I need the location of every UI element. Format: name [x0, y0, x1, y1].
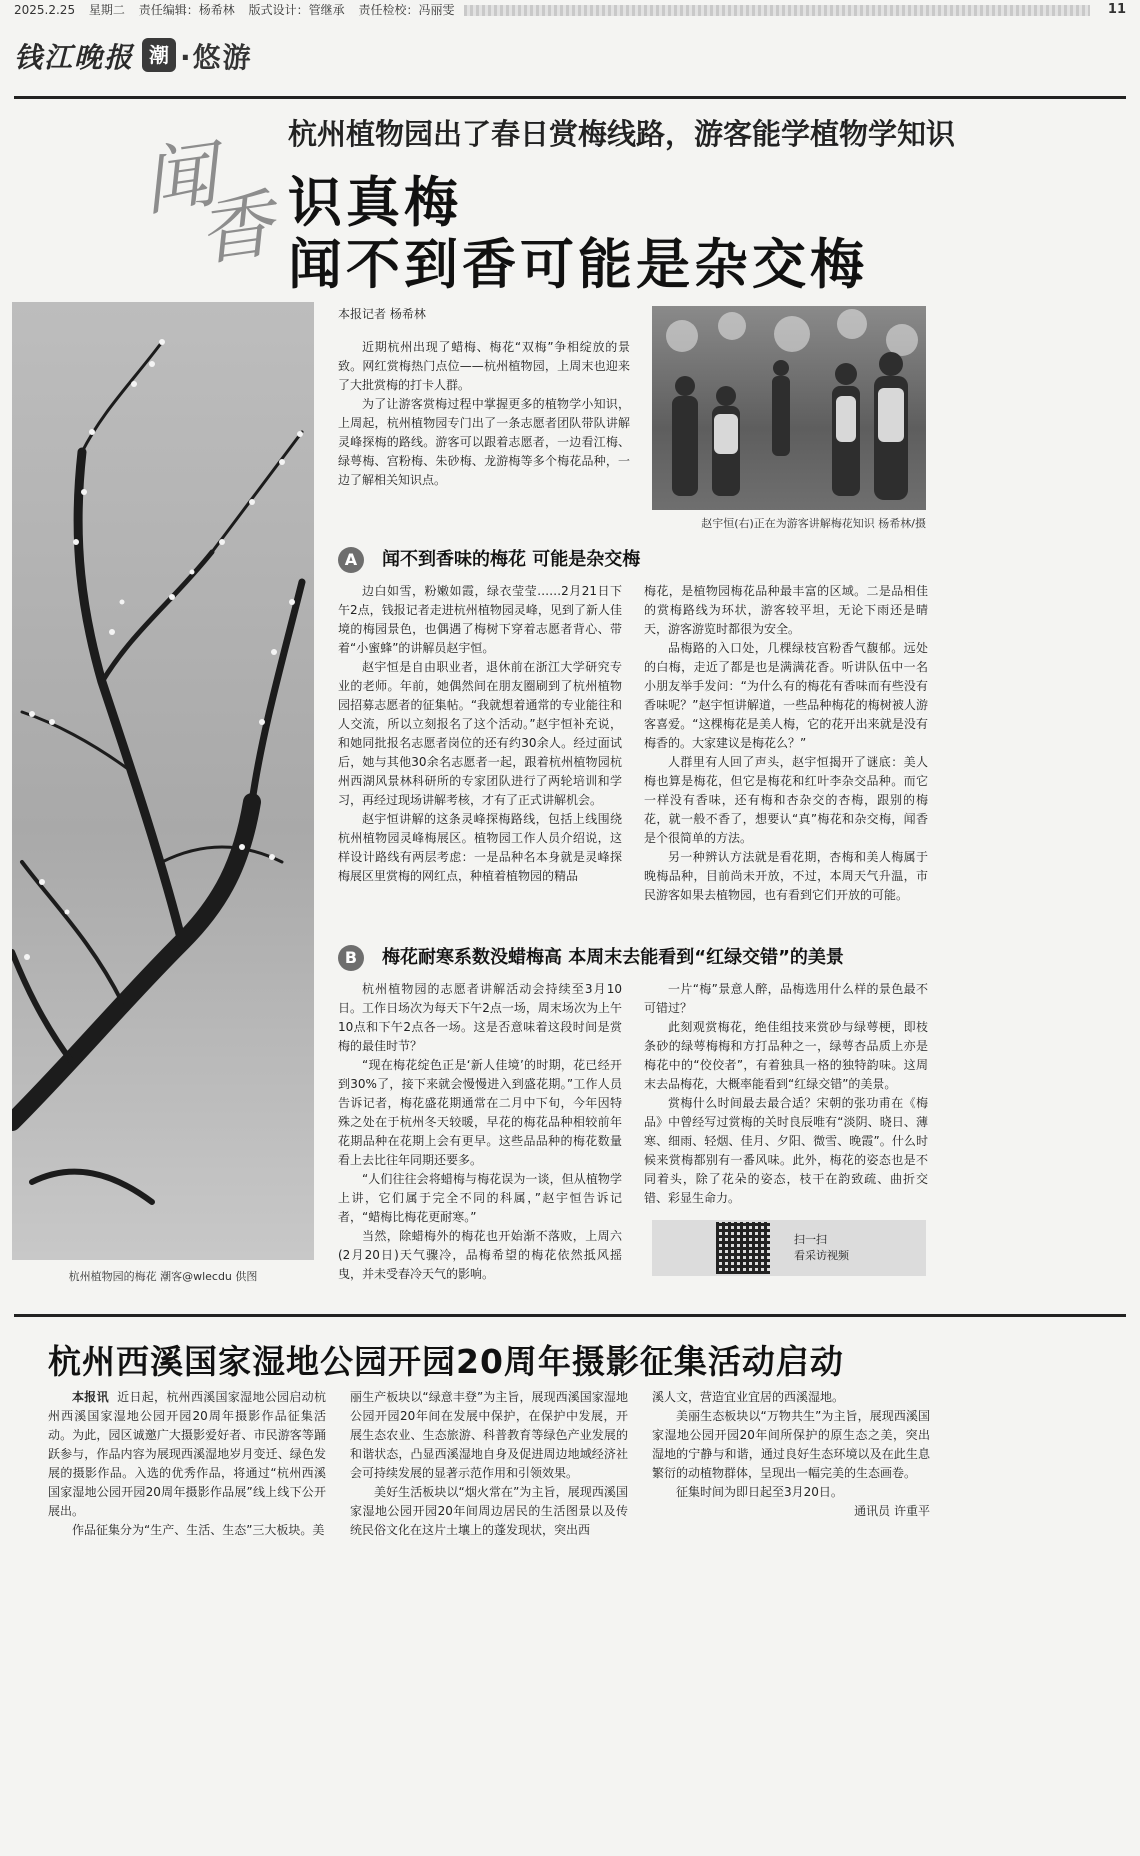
header-decorative-band [464, 5, 1090, 16]
qr-caption-line2: 看采访视频 [794, 1249, 849, 1262]
section-b-column-2 [644, 980, 928, 1208]
paragraph: 边白如雪，粉嫩如霞，绿衣莹莹……2月21日下午2点，钱报记者走进杭州植物园灵峰，见到了新人佳境的梅园景色，也偶遇了梅树下穿着志愿者背心、带着“小蜜蜂”的讲解员赵宇恒。 [338, 584, 622, 655]
main-headline-line1: 识真梅 [288, 171, 462, 234]
paper-logo: 钱江晚报 [14, 41, 135, 74]
bottom-column-2 [350, 1388, 628, 1540]
qr-caption [794, 1232, 849, 1264]
right-photo-caption: 赵宇恒(右)正在为游客讲解梅花知识 杨希林/摄 [701, 517, 926, 530]
paragraph: 品梅路的入口处，几棵绿枝宫粉香气馥郁。远处的白梅，走近了都是也是满满花香。听讲队伍中一名小朋友举手发问：“为什么有的梅花有香味而有些没有香味呢？”赵宇恒讲解道，一些品种梅花的梅树被人游客喜爱。“这棵梅花是美人梅，它的花开出来就是没有梅香的。大家建议是梅花么？” [644, 641, 928, 750]
paragraph: “现在梅花绽色正是‘新人佳境’的时期，花已经开到30%了，接下来就会慢慢进入到盛花期。”工作人员告诉记者，梅花盛花期通常在二月中下旬，今年因特殊之处在于杭州冬天较暖，早花的梅花品种相较前年花期品种在花期上会有更早。这些品品种的梅花数量看上去比往年同期还要多。 [338, 1058, 622, 1167]
paragraph: 美丽生态板块以“万物共生”为主旨，展现西溪国家湿地公园开园20年间所保护的原生态之美，突出湿地的宁静与和谐，通过良好生态环境以及在此生息繁衍的动植物群体，呈现出一幅完美的生态画卷。 [652, 1409, 930, 1480]
paragraph: 丽生产板块以“绿意丰登”为主旨，展现西溪国家湿地公园开园20年间在发展中保护，在保护中发展，开展生态农业、生态旅游、科普教育等绿色产业发展的和谐状态，凸显西溪湿地自身及促进周边地域经济社会可持续发展的显著示范作用和引领效果。 [350, 1390, 628, 1480]
section-a-badge: A [338, 547, 364, 573]
guide-group-photo [652, 306, 926, 510]
header-checker: 责任检校：冯丽雯 [358, 3, 455, 17]
intro-paragraph: 近期杭州出现了蜡梅、梅花“双梅”争相绽放的景致。网红赏梅热门点位——杭州植物园，上周末也迎来了大批赏梅的打卡人群。 [338, 340, 630, 392]
paragraph: 杭州植物园的志愿者讲解活动会持续至3月10日。工作日场次为每天下午2点一场，周末场次为上午10点和下午2点各一场。这是否意味着这段时间是赏梅的最佳时节？ [338, 982, 622, 1053]
video-qr-box[interactable] [652, 1220, 926, 1276]
art-character-wen: 闻 [137, 131, 223, 227]
bottom-column-1 [48, 1388, 326, 1540]
paragraph: 赵宇恒讲解的这条灵峰探梅路线，包括上线围绕杭州植物园灵峰梅展区。植物园工作人员介绍说，这样设计路线有两层考虑：一是品种名本身就是灵峰探梅展区里赏梅的网红点，种植着植物园的精品 [338, 812, 622, 883]
qr-caption-line1: 扫一扫 [794, 1233, 827, 1246]
bottom-column-3 [652, 1388, 930, 1521]
byline: 本报记者 杨希林 [338, 307, 426, 321]
main-headline-line2: 闻不到香可能是杂交梅 [288, 233, 868, 296]
section-b-column-1 [338, 980, 622, 1284]
paragraph: 赵宇恒是自由职业者，退休前在浙江大学研究专业的老师。年前，她偶然间在朋友圈刷到了杭州植物园招募志愿者的征集帖。“我就想着通常的专业能往和人交流，所以立刻报名了这个活动。”赵宇恒补充说，和她同批报名志愿者岗位的还有约30余人。经过面试后，她与其他30余名志愿者一起，跟着杭州植物园杭州西湖风景林科研所的专家团队进行了两轮培训和学习，再经过现场讲解考核，才有了正式讲解机会。 [338, 660, 622, 807]
article-signature: 通讯员 许重平 [854, 1504, 930, 1518]
section-a-heading [338, 545, 640, 573]
plum-branch-illustration [12, 302, 314, 1260]
intro-paragraph: 为了让游客赏梅过程中掌握更多的植物学小知识，上周起，杭州植物园专门出了一条志愿者团队带队讲解灵峰探梅的路线。游客可以跟着志愿者，一边看江梅、绿萼梅、宫粉梅、朱砂梅、龙游梅等多个梅花品种，一边了解相关知识点。 [338, 397, 630, 487]
section-name: ·悠游 [180, 41, 253, 74]
section-b-title: 梅花耐寒系数没蜡梅高 本周末去能看到“红绿交错”的美景 [382, 947, 844, 968]
kicker-headline: 杭州植物园出了春日赏梅线路，游客能学植物学知识 [288, 117, 956, 151]
plum-blossom-photo [12, 302, 314, 1260]
masthead [14, 30, 614, 76]
header-date: 2025.2.25 [14, 3, 76, 17]
paragraph: 另一种辨认方法就是看花期，杏梅和美人梅属于晚梅品种，目前尚未开放，不过，本周天气升温，市民游客如果去植物园，也有看到它们开放的可能。 [644, 850, 928, 902]
paragraph: 梅花，是植物园梅花品种最丰富的区域。二是品相佳的赏梅路线为环状，游客较平坦，无论下雨还是晴天，游客游览时都很为安全。 [644, 584, 928, 636]
article-lead: 本报讯 [72, 1390, 109, 1404]
paragraph: 美好生活板块以“烟火常在”为主旨，展现西溪国家湿地公园开园20年间周边居民的生活图景以及传统民俗文化在这片土壤上的蓬发现状，突出西 [350, 1485, 628, 1537]
section-a-column-2 [644, 582, 928, 905]
paragraph: 一片“梅”景意人醉，品梅选用什么样的景色最不可错过？ [644, 982, 928, 1015]
section-b-badge: B [338, 945, 364, 971]
paragraph: 征集时间为即日起至3月20日。 [676, 1485, 843, 1499]
qr-code-icon[interactable] [716, 1222, 770, 1274]
top-divider [14, 96, 1126, 99]
paragraph: 赏梅什么时间最去最合适？宋朝的张功甫在《梅品》中曾经写过赏梅的关时良辰唯有“淡阴、晓日、薄寒、细雨、轻烟、佳月、夕阳、微雪、晚霞”。什么时候来赏梅都别有一番风味。此外，梅花的姿态也是不同着头，除了花朵的姿态，枝干在韵致疏、曲折交错、彩显生命力。 [644, 1096, 928, 1205]
art-character-xiang: 香 [193, 181, 279, 277]
paragraph: 作品征集分为“生产、生活、生态”三大板块。美 [72, 1523, 325, 1537]
paragraph: “人们往往会将蜡梅与梅花误为一谈，但从植物学上讲，它们属于完全不同的科属，”赵宇恒告诉记者，“蜡梅比梅花更耐寒。” [338, 1172, 622, 1224]
page-header [14, 0, 1126, 20]
bottom-divider [14, 1314, 1126, 1317]
intro-text [338, 338, 630, 490]
section-a-column-1 [338, 582, 622, 886]
header-designer: 版式设计：管继承 [248, 3, 345, 17]
left-photo-caption: 杭州植物园的梅花 潮客@wlecdu 供图 [68, 1270, 258, 1283]
paragraph: 人群里有人回了声头，赵宇恒揭开了谜底：美人梅也算是梅花，但它是梅花和红叶李杂交品种。而它一样没有香味，还有梅和杏杂交的杏梅，跟别的梅花，就一般不香了，想要认“真”梅花和杂交梅，闻香是个很简单的方法。 [644, 755, 928, 845]
section-b-heading [338, 943, 844, 971]
bottom-article-title: 杭州西溪国家湿地公园开园20周年摄影征集活动启动 [48, 1342, 844, 1381]
paragraph: 近日起，杭州西溪国家湿地公园启动杭州西溪国家湿地公园开园20周年摄影作品征集活动。为此，园区诚邀广大摄影爱好者、市民游客等踊跃参与，作品内容为展现西溪湿地岁月变迁、绿色发展的摄影作品。入选的优秀作品，将通过“杭州西溪国家湿地公园开园20周年摄影作品展”线上线下公开展出。 [48, 1390, 326, 1518]
paragraph: 溪人文，营造宜业宜居的西溪湿地。 [652, 1390, 845, 1404]
header-weekday: 星期二 [88, 3, 125, 17]
paragraph: 当然，除蜡梅外的梅花也开始渐不落败，上周六(2月20日)天气骤冷，品梅希望的梅花依然抵风摇曳，并未受春冷天气的影响。 [338, 1229, 622, 1281]
visitors-illustration [652, 306, 926, 510]
section-a-title: 闻不到香味的梅花 可能是杂交梅 [382, 549, 641, 570]
page-number: 11 [1107, 2, 1126, 17]
header-meta [14, 0, 464, 20]
section-badge: 潮 [142, 38, 176, 72]
paragraph: 此刻观赏梅花，绝佳组技来赏砂与绿萼梗，即枝条砂的绿萼梅梅和方打品种之一，绿萼杏品质上亦是梅花中的“佼佼者”，有着独具一格的独特韵味。这周末去品梅花，大概率能看到“红绿交错”的美景。 [644, 1020, 928, 1091]
header-editor: 责任编辑：杨希林 [138, 3, 235, 17]
